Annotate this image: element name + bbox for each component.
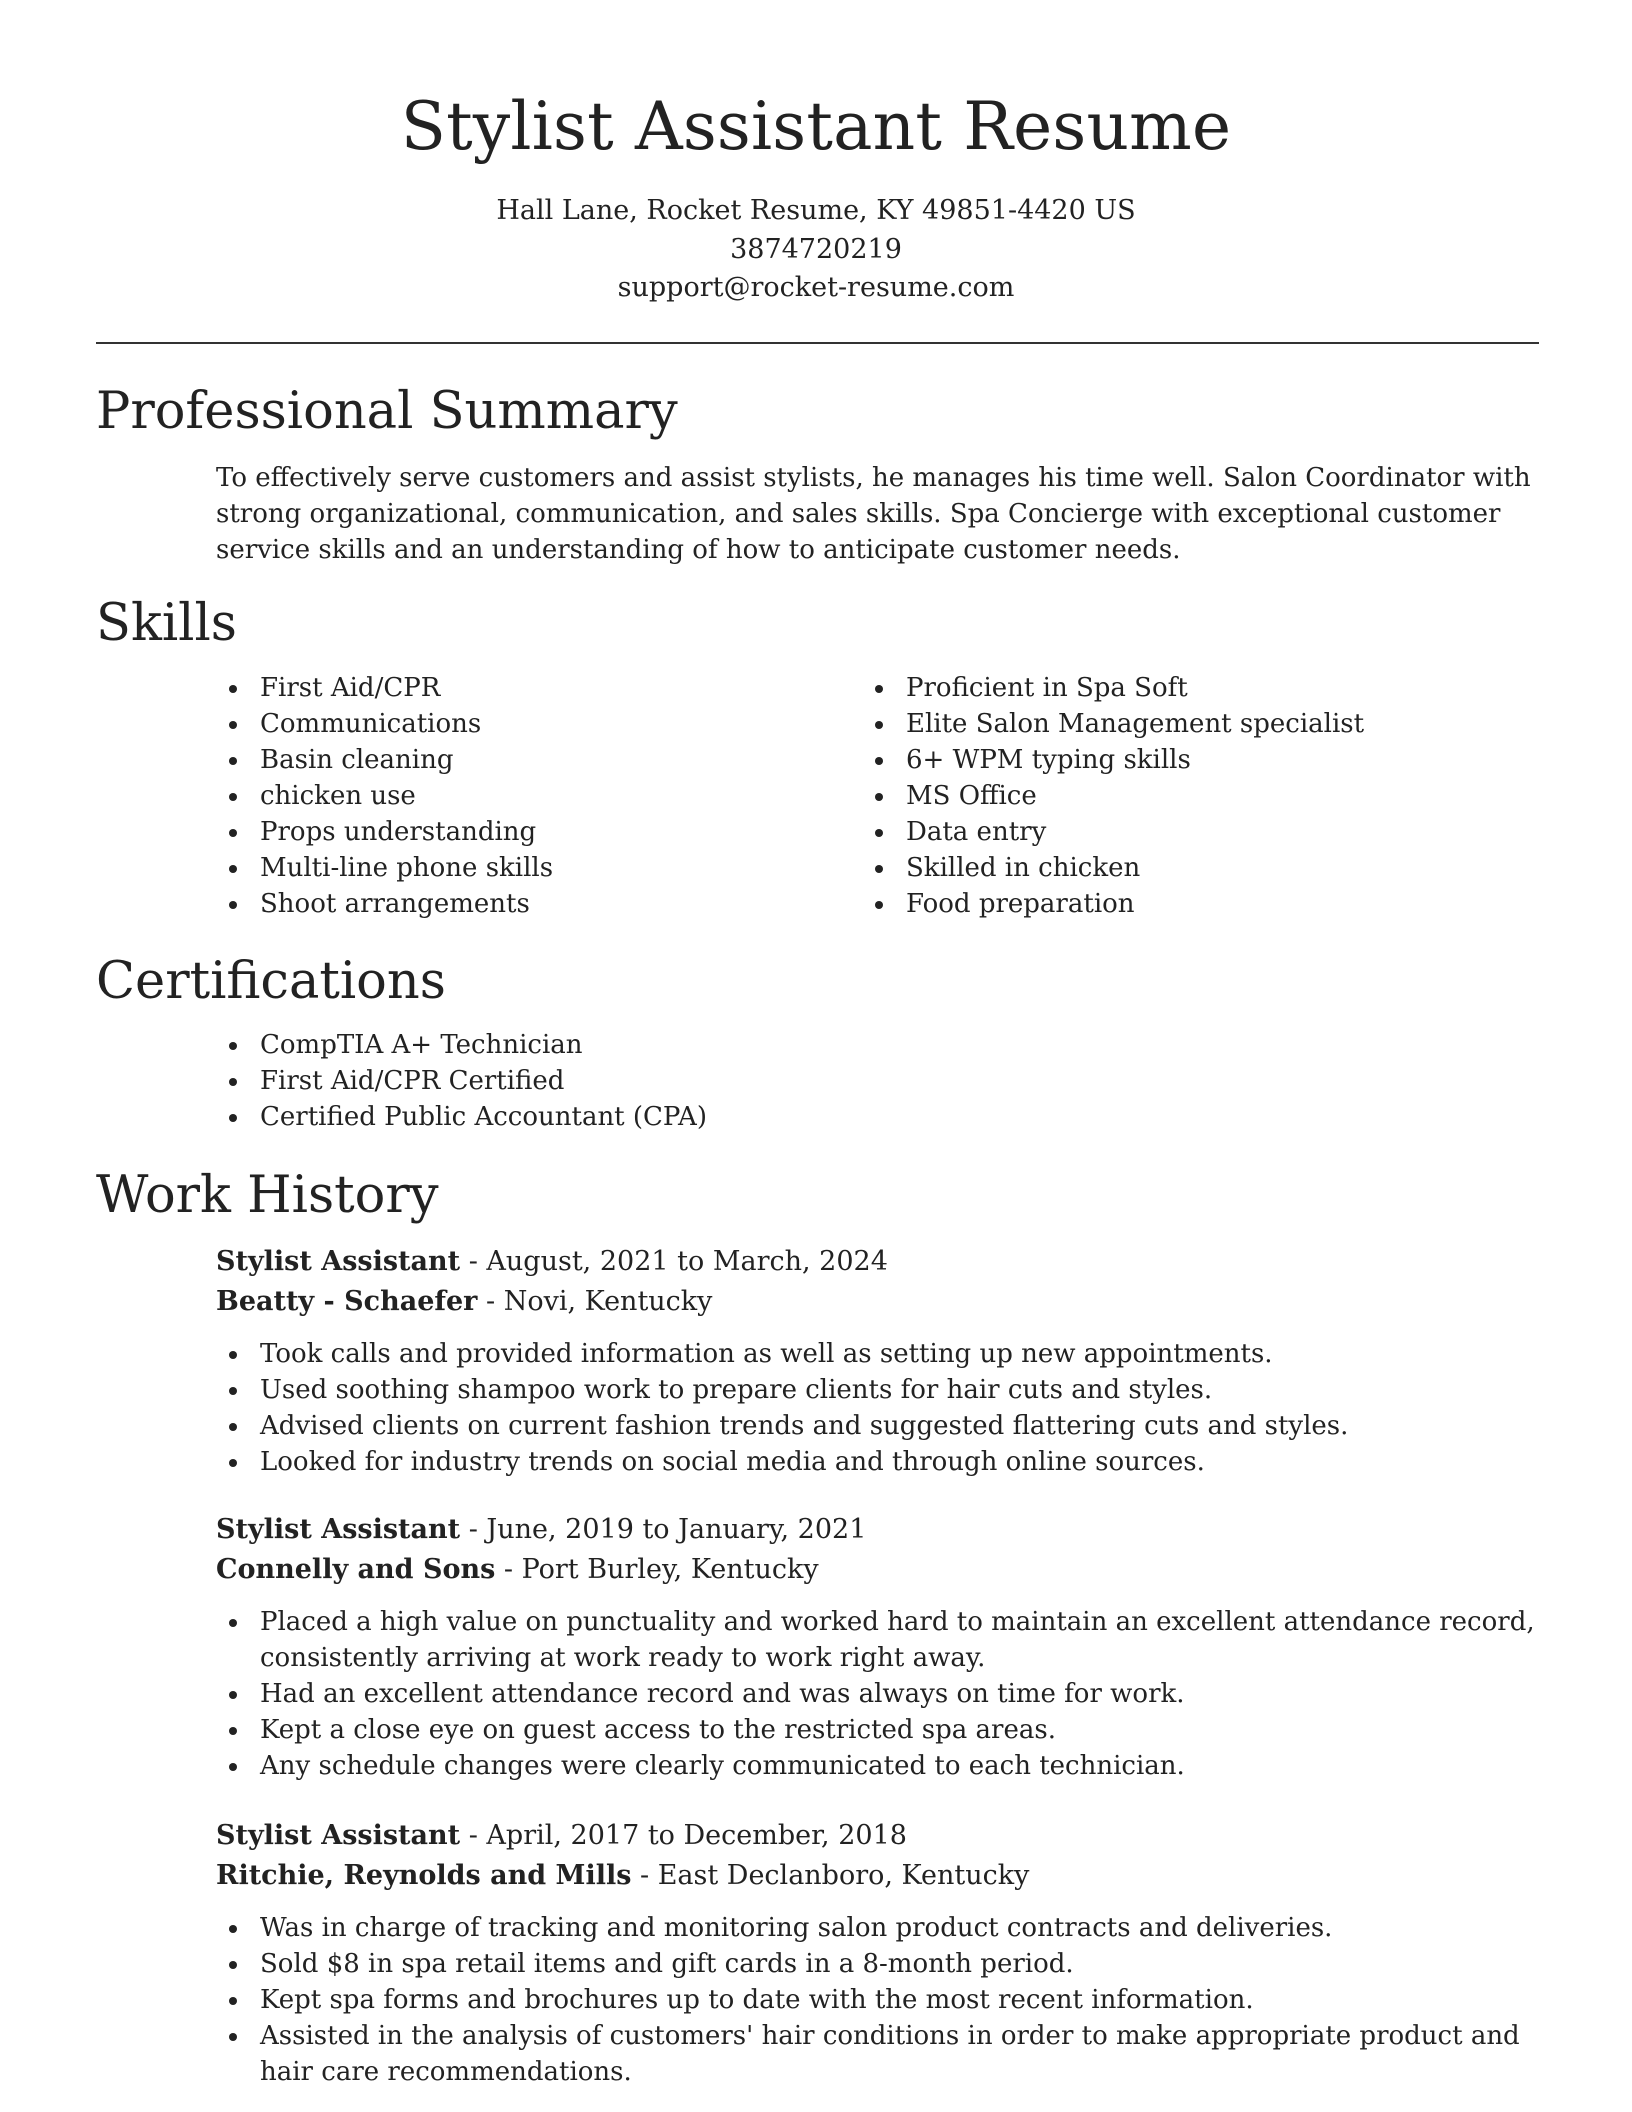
skill-item: Elite Salon Management specialist (862, 706, 1542, 742)
job-bullet: Used soothing shampoo work to prepare clients for hair cuts and styles. (216, 1372, 1546, 1408)
skill-item: MS Office (862, 778, 1542, 814)
skill-item: Food preparation (862, 886, 1542, 922)
contact-phone: 3874720219 (730, 234, 902, 265)
job-location: - East Declanboro, Kentucky (631, 1860, 1030, 1891)
contact-address: Hall Lane, Rocket Resume, KY 49851-4420 US (496, 195, 1136, 226)
certification-item: Certified Public Accountant (CPA) (216, 1099, 1516, 1135)
certification-item: First Aid/CPR Certified (216, 1063, 1516, 1099)
job-bullet: Kept a close eye on guest access to the restricted spa areas. (216, 1712, 1546, 1748)
skill-item: Communications (216, 706, 816, 742)
job-dates: - August, 2021 to March, 2024 (460, 1246, 888, 1277)
job-company-line (216, 1550, 819, 1590)
job-dates: - June, 2019 to January, 2021 (460, 1514, 867, 1545)
job-role: Stylist Assistant (216, 1246, 461, 1277)
summary-heading: Professional Summary (96, 382, 678, 441)
job-bullet: Kept spa forms and brochures up to date with the most recent information. (216, 1982, 1546, 2018)
skill-item: Props understanding (216, 814, 816, 850)
skills-list-left (216, 670, 816, 922)
job-bullet: Placed a high value on punctuality and worked hard to maintain an excellent attendance record, consistently arriving at work ready to work right away. (216, 1604, 1546, 1676)
skill-item: 6+ WPM typing skills (862, 742, 1542, 778)
skill-item: Proficient in Spa Soft (862, 670, 1542, 706)
skills-heading: Skills (96, 594, 237, 653)
job-location: - Novi, Kentucky (477, 1286, 713, 1317)
job-bullet: Sold $8 in spa retail items and gift cards in a 8-month period. (216, 1946, 1546, 1982)
job-bullet: Looked for industry trends on social media and through online sources. (216, 1444, 1546, 1480)
job-dates: - April, 2017 to December, 2018 (460, 1820, 907, 1851)
skill-item: Data entry (862, 814, 1542, 850)
skill-item: Shoot arrangements (216, 886, 816, 922)
skill-item: First Aid/CPR (216, 670, 816, 706)
certification-item: CompTIA A+ Technician (216, 1027, 1516, 1063)
skill-item: Skilled in chicken (862, 850, 1542, 886)
job-company: Beatty - Schaefer (216, 1286, 478, 1317)
skill-item: Multi-line phone skills (216, 850, 816, 886)
job-bullet: Took calls and provided information as well as setting up new appointments. (216, 1336, 1546, 1372)
job-title-line (216, 1816, 907, 1856)
job-bullets (216, 1910, 1546, 2090)
page-title: Stylist Assistant Resume (400, 88, 1232, 165)
job-bullets (216, 1336, 1546, 1480)
job-company-line (216, 1856, 1029, 1896)
job-location: - Port Burley, Kentucky (495, 1554, 819, 1585)
job-bullets (216, 1604, 1546, 1784)
skill-item: chicken use (216, 778, 816, 814)
header-divider (96, 342, 1539, 344)
job-company: Ritchie, Reynolds and Mills (216, 1860, 632, 1891)
job-role: Stylist Assistant (216, 1514, 461, 1545)
certifications-heading: Certifications (96, 952, 446, 1011)
job-bullet: Assisted in the analysis of customers' hair conditions in order to make appropriate product and hair care recommendations. (216, 2018, 1546, 2090)
skills-list-right (862, 670, 1542, 922)
work-history-heading: Work History (96, 1166, 439, 1225)
job-bullet: Any schedule changes were clearly communicated to each technician. (216, 1748, 1546, 1784)
job-role: Stylist Assistant (216, 1820, 461, 1851)
certifications-list (216, 1027, 1516, 1135)
job-bullet: Had an excellent attendance record and was always on time for work. (216, 1676, 1546, 1712)
contact-email: support@rocket-resume.com (617, 272, 1015, 303)
job-title-line (216, 1242, 888, 1282)
skill-item: Basin cleaning (216, 742, 816, 778)
job-bullet: Was in charge of tracking and monitoring salon product contracts and deliveries. (216, 1910, 1546, 1946)
job-company: Connelly and Sons (216, 1554, 496, 1585)
job-company-line (216, 1282, 712, 1322)
job-bullet: Advised clients on current fashion trends and suggested flattering cuts and styles. (216, 1408, 1546, 1444)
job-title-line (216, 1510, 866, 1550)
summary-text: To effectively serve customers and assist stylists, he manages his time well. Salon Coordinator with strong organizational, communication, and sales skills. Spa Concierge with exceptional customer service skills and an understanding of how to anticipate customer needs. (216, 463, 1531, 565)
